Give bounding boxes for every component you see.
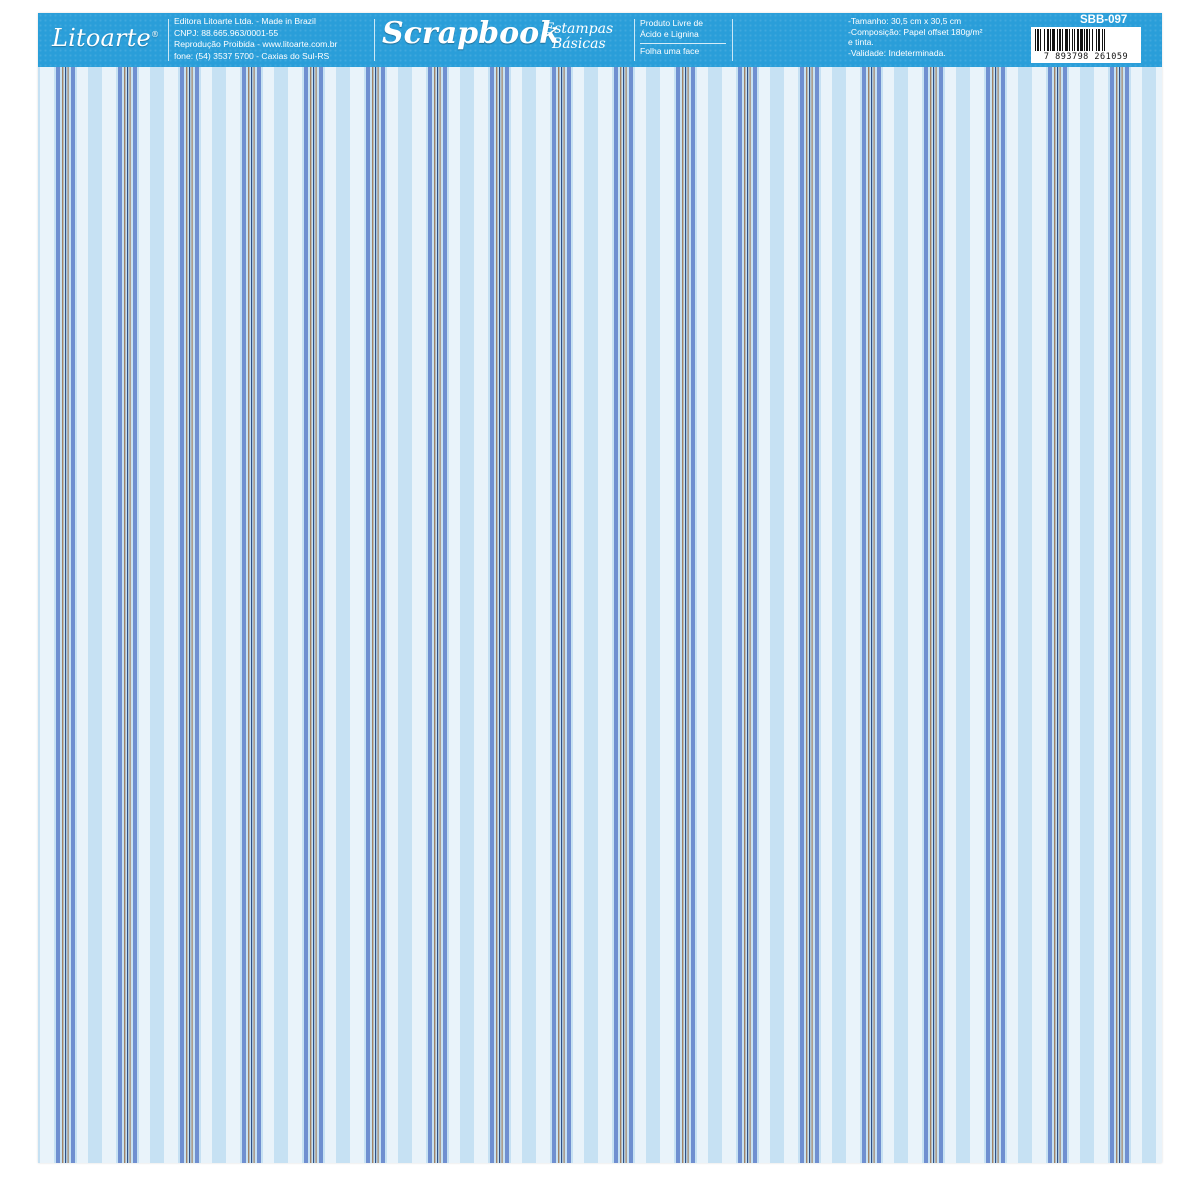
barcode-bar bbox=[1086, 29, 1088, 51]
barcode-bar bbox=[1044, 29, 1045, 51]
spec-line: e tinta. bbox=[848, 37, 874, 48]
product-line: Folha uma face bbox=[640, 46, 700, 56]
barcode-bar bbox=[1104, 29, 1105, 51]
publisher-line: Reprodução Proibida - www.litoarte.com.br bbox=[174, 39, 338, 50]
barcode-bar bbox=[1065, 29, 1068, 51]
logo-text: Litoarte bbox=[52, 24, 151, 52]
barcode-bar bbox=[1059, 29, 1061, 51]
spec-line: -Tamanho: 30,5 cm x 30,5 cm bbox=[848, 16, 962, 26]
barcode-bar bbox=[1037, 29, 1039, 51]
barcode-bar bbox=[1080, 29, 1083, 51]
barcode-bar bbox=[1084, 29, 1085, 51]
stripe-pattern bbox=[38, 13, 1162, 1163]
spec-line: -Composição: Papel offset 180g/m² bbox=[848, 26, 983, 37]
barcode-bar bbox=[1074, 29, 1075, 51]
publisher-info bbox=[174, 16, 368, 62]
publisher-line: fone: (54) 3537 5700 - Caxias do Sul-RS bbox=[174, 50, 330, 61]
divider bbox=[374, 19, 375, 61]
divider bbox=[168, 19, 169, 61]
barcode-bar bbox=[1052, 29, 1055, 51]
product-line: Ácido e Lignina bbox=[640, 29, 699, 39]
brand-subtitle-line: Básicas bbox=[552, 36, 606, 52]
specifications bbox=[848, 16, 1026, 58]
divider bbox=[732, 19, 733, 61]
barcode-bar bbox=[1062, 29, 1063, 51]
label-header bbox=[38, 13, 1162, 67]
divider bbox=[634, 19, 635, 61]
barcode-bar bbox=[1096, 29, 1097, 51]
spec-line: -Validade: Indeterminada. bbox=[848, 47, 946, 58]
brand-title: Scrapbook bbox=[382, 16, 560, 51]
litoarte-logo bbox=[52, 24, 159, 52]
scrapbook-sheet bbox=[38, 13, 1162, 1163]
barcode-bar bbox=[1072, 29, 1073, 51]
brand-subtitle bbox=[544, 22, 613, 52]
registered-mark: ® bbox=[150, 30, 160, 39]
product-info bbox=[640, 18, 726, 57]
barcode-bar bbox=[1040, 29, 1041, 51]
barcode-bar bbox=[1098, 29, 1100, 51]
product-code: SBB-097 bbox=[1080, 14, 1128, 26]
barcode-bar bbox=[1057, 29, 1058, 51]
barcode-bar bbox=[1069, 29, 1070, 51]
product-line: Produto Livre de bbox=[640, 18, 704, 28]
publisher-line: Editora Litoarte Ltda. - Made in Brazil bbox=[174, 16, 316, 26]
publisher-line: CNPJ: 88.665.963/0001-55 bbox=[174, 27, 279, 38]
barcode-bar bbox=[1050, 29, 1051, 51]
barcode-bar bbox=[1089, 29, 1090, 51]
barcode-bars bbox=[1035, 29, 1137, 51]
barcode bbox=[1031, 27, 1141, 63]
product-rule bbox=[640, 43, 726, 44]
barcode-bar bbox=[1092, 29, 1093, 51]
barcode-bar bbox=[1047, 29, 1049, 51]
brand-subtitle-line: Estampas bbox=[544, 21, 614, 37]
barcode-bar bbox=[1077, 29, 1079, 51]
barcode-bar bbox=[1035, 29, 1036, 51]
barcode-number: 7 893798 261059 bbox=[1043, 52, 1129, 62]
barcode-bar bbox=[1102, 29, 1103, 51]
